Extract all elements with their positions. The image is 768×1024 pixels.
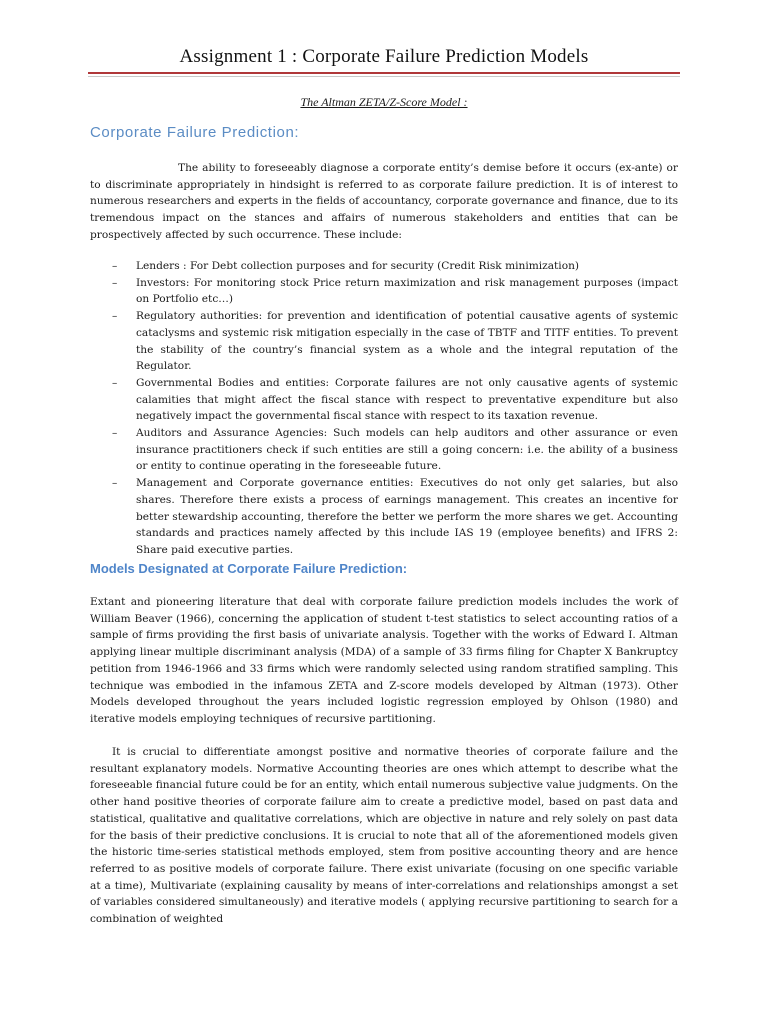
- list-item: – Governmental Bodies and entities: Corporate failures are not only causative agents of systemic calamities that might affect the fiscal stance with respect to preventative expenditure but also negatively impact the governmental fiscal stance with respect to its taxation revenue.: [90, 375, 678, 425]
- stakeholder-list: [90, 258, 678, 559]
- page-title: Assignment 1 : Corporate Failure Prediction Models: [179, 46, 589, 67]
- section-heading-models: Models Designated at Corporate Failure Prediction:: [90, 561, 408, 576]
- list-item: – Management and Corporate governance entities: Executives do not only get salaries, but also shares. Therefore there exists a process of earnings management. This creates an incentive for better stewardship accounting, therefore the better we perform the more shares we get. Accounting standards and practices namely affected by this include IAS 19 (employee benefits) and IFRS 2: Share paid executive parties.: [90, 475, 678, 559]
- literature-paragraph: Extant and pioneering literature that deal with corporate failure prediction models includes the work of William Beaver (1966), concerning the application of student t-test statistics to select accounting ratios of a sample of firms providing the first basis of univariate analysis. Together with the works of Edward I. Altman applying linear multiple discriminant analysis (MDA) of a sample of 33 firms filing for Chapter X Bankruptcy petition from 1946-1966 and 33 firms which were randomly selected using random stratified sampling. This technique was embodied in the infamous ZETA and Z-score models developed by Altman (1973). Other Models developed throughout the years included logistic regression employed by Ohlson (1980) and iterative models employing techniques of recursive partitioning.: [90, 596, 678, 725]
- theory-paragraph: It is crucial to differentiate amongst positive and normative theories of corporate failure and the resultant explanatory models. Normative Accounting theories are ones which attempt to describe what the foreseeable financial future could be for an entity, which entail numerous subjective value judgments. On the other hand positive theories of corporate failure aim to create a predictive model, based on past data and statistical, qualitative and qualitative correlations, which are objective in nature and rely solely on past data for the basis of their predictive conclusions. It is crucial to note that all of the aforementioned models given the historic time-series statistical methods employed, stem from positive accounting theory and are hence referred to as positive models of corporate failure. There exist univariate (focusing on one specific variable at a time), Multivariate (explaining causality by means of inter-correlations and relationships amongst a set of variables considered simultaneously) and iterative models ( applying recursive partitioning to search for a combination of weighted: [90, 746, 678, 926]
- list-item: – Lenders : For Debt collection purposes and for security (Credit Risk minimization): [90, 258, 678, 275]
- intro-paragraph: The ability to foreseeably diagnose a corporate entity’s demise before it occurs (ex-ante) or to discriminate appropriately in hindsight is referred to as corporate failure prediction. It is of interest to numerous researchers and experts in the fields of accountancy, corporate governance and finance, due to its tremendous impact on the stances and affairs of numerous stakeholders and entities that can be prospectively affected by such occurrence. These include:: [90, 162, 678, 241]
- list-item: – Investors: For monitoring stock Price return maximization and risk management purposes (impact on Portfolio etc…): [90, 275, 678, 308]
- title-underline-shadow: [88, 76, 680, 77]
- list-item: – Auditors and Assurance Agencies: Such models can help auditors and other assurance or even insurance practitioners check if such entities are still a going concern: i.e. the ability of a business or entity to continue operating in the foreseeable future.: [90, 425, 678, 475]
- model-subtitle: The Altman ZETA/Z-Score Model :: [300, 95, 468, 109]
- title-underline: [88, 72, 680, 74]
- list-item: – Regulatory authorities: for prevention and identification of potential causative agents of systemic cataclysms and systemic risk mitigation especially in the case of TBTF and TITF entities. To prevent the stability of the country’s financial system as a whole and the integral reputation of the Regulator.: [90, 308, 678, 375]
- section-heading-prediction: Corporate Failure Prediction:: [90, 124, 300, 141]
